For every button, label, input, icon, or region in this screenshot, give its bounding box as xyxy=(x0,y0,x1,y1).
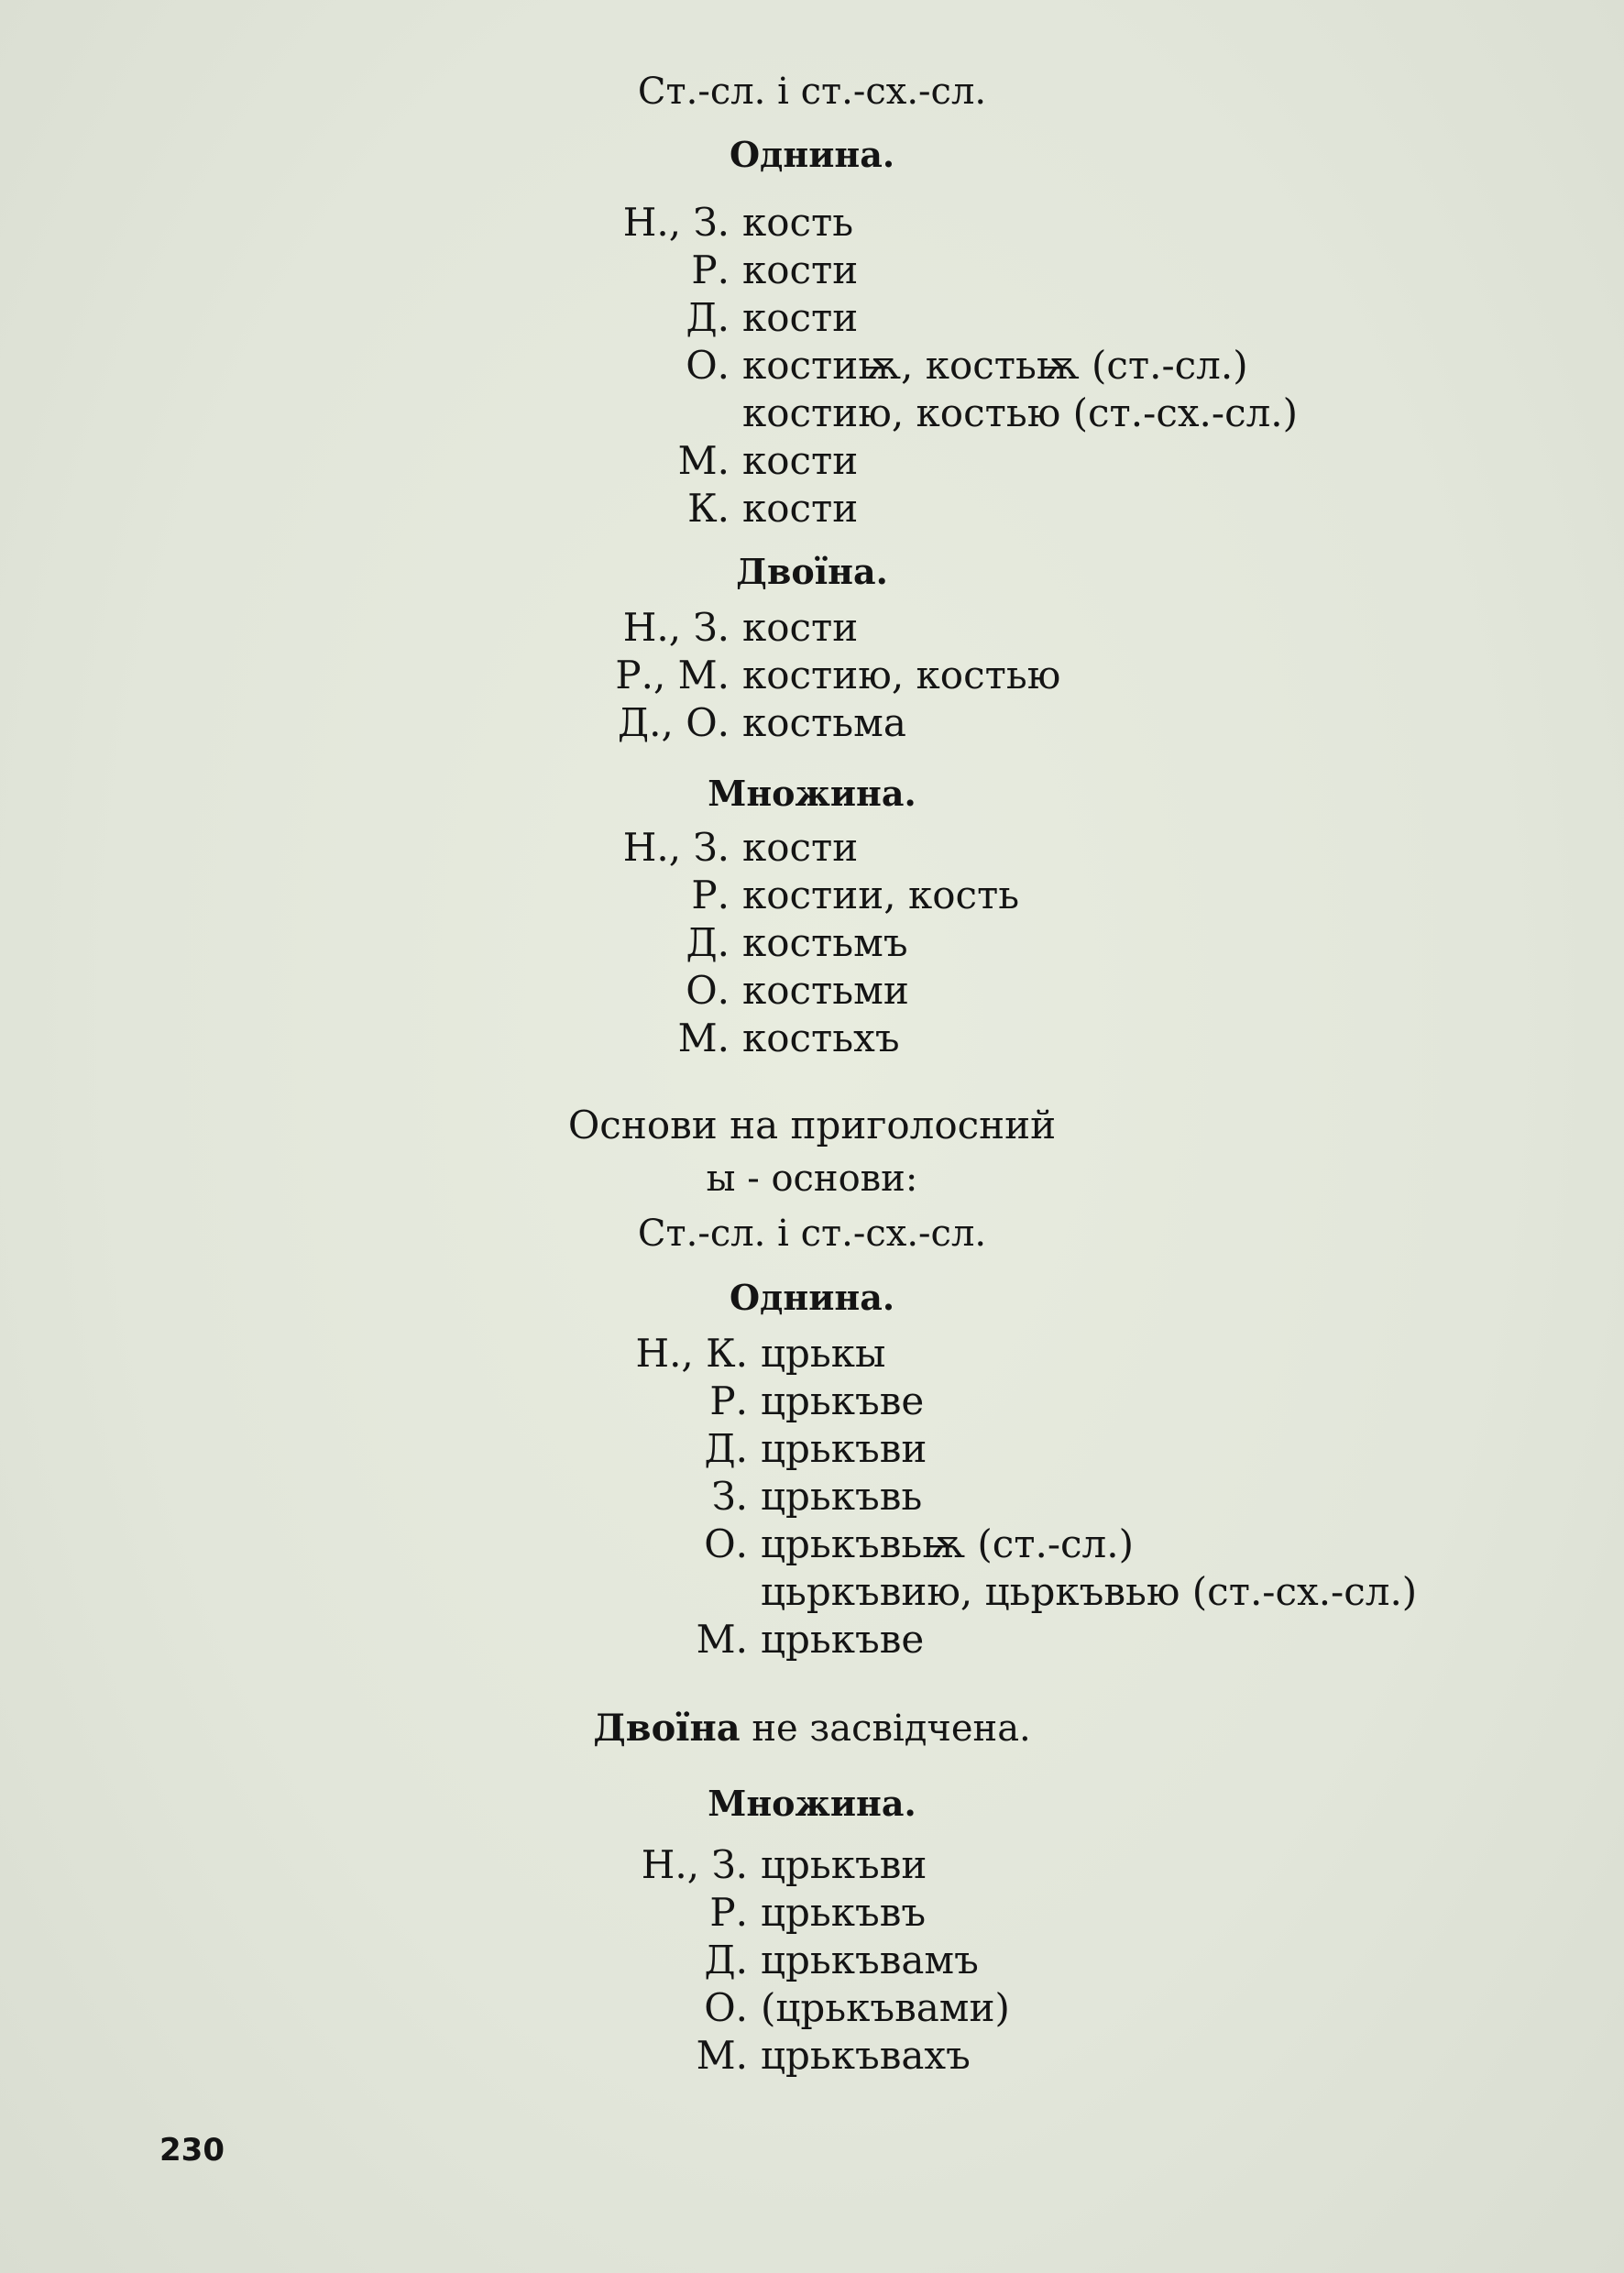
word-form: црькъвьѭ (ст.-сл.) xyxy=(761,1521,1134,1566)
case-label: М. xyxy=(696,2033,748,2078)
dual-note-text: не засвідчена. xyxy=(740,1707,1031,1750)
case-label: Д. xyxy=(704,1938,748,1982)
word-form: костьми xyxy=(742,968,909,1013)
singular-heading: Однина. xyxy=(729,134,895,175)
case-label: Д. xyxy=(686,295,730,340)
case-label: Д. xyxy=(704,1426,748,1471)
plural-heading: Множина. xyxy=(708,773,916,814)
section-title: Основи на приголосний xyxy=(567,1103,1057,1147)
word-form: кость xyxy=(742,200,854,245)
case-label: К. xyxy=(687,486,730,531)
word-form: костии, кость xyxy=(742,873,1020,917)
word-form: црькъве xyxy=(761,1378,925,1423)
case-label: М. xyxy=(677,438,730,483)
word-form: цьркъвию, цьркъвью (ст.-сх.-сл.) xyxy=(761,1569,1418,1614)
case-label: Н., К. xyxy=(635,1331,748,1376)
word-form: црькъвь xyxy=(761,1474,923,1519)
word-form: црькъвъ xyxy=(761,1890,927,1935)
word-form: црькъви xyxy=(761,1426,927,1471)
case-label: О. xyxy=(704,1985,748,2030)
section-title: Ст.-сл. і ст.-сх.-сл. xyxy=(637,71,987,113)
page-number: 230 xyxy=(159,2132,225,2169)
dual-note-bold: Двоїна xyxy=(593,1707,741,1750)
word-form: костьма xyxy=(742,700,906,745)
case-label: О. xyxy=(686,968,730,1013)
word-form: костию, костью (ст.-сх.-сл.) xyxy=(742,390,1299,435)
word-form: црькъви xyxy=(761,1842,927,1887)
case-label: Р. xyxy=(709,1890,748,1935)
dual-note xyxy=(0,1707,1624,1751)
case-label: Р., М. xyxy=(615,653,730,697)
singular-heading: Однина. xyxy=(729,1277,895,1318)
case-label: Р. xyxy=(691,873,730,917)
case-label: О. xyxy=(704,1521,748,1566)
word-form: црькъве xyxy=(761,1617,925,1662)
section-subtitle: ы - основи: xyxy=(706,1158,918,1200)
word-form: костьмъ xyxy=(742,920,908,965)
word-form: црькы xyxy=(761,1331,886,1376)
word-form: кости xyxy=(742,825,859,870)
word-form: црькъвахъ xyxy=(761,2033,971,2078)
case-label: М. xyxy=(677,1016,730,1060)
case-label: Д., О. xyxy=(618,700,730,745)
plural-heading: Множина. xyxy=(708,1783,916,1824)
case-label: Р. xyxy=(709,1378,748,1423)
case-label: Н., З. xyxy=(622,200,730,245)
case-label: Д. xyxy=(686,920,730,965)
case-label: Р. xyxy=(691,247,730,292)
word-form: (црькъвами) xyxy=(761,1985,1010,2030)
word-form: црькъвамъ xyxy=(761,1938,979,1982)
section-subtitle-2: Ст.-сл. і ст.-сх.-сл. xyxy=(637,1213,987,1255)
case-label: Н., З. xyxy=(622,825,730,870)
word-form: кости xyxy=(742,295,859,340)
word-form: кости xyxy=(742,486,859,531)
word-form: кости xyxy=(742,438,859,483)
case-label: Н., З. xyxy=(622,605,730,650)
case-label: О. xyxy=(686,343,730,388)
word-form: костиѭ, костьѭ (ст.-сл.) xyxy=(742,343,1248,388)
word-form: кости xyxy=(742,605,859,650)
case-label: Н., З. xyxy=(641,1842,748,1887)
case-label: М. xyxy=(696,1617,748,1662)
case-label: З. xyxy=(711,1474,748,1519)
dual-heading: Двоїна. xyxy=(736,551,888,592)
word-form: кости xyxy=(742,247,859,292)
word-form: костию, костью xyxy=(742,653,1061,697)
word-form: костьхъ xyxy=(742,1016,900,1060)
